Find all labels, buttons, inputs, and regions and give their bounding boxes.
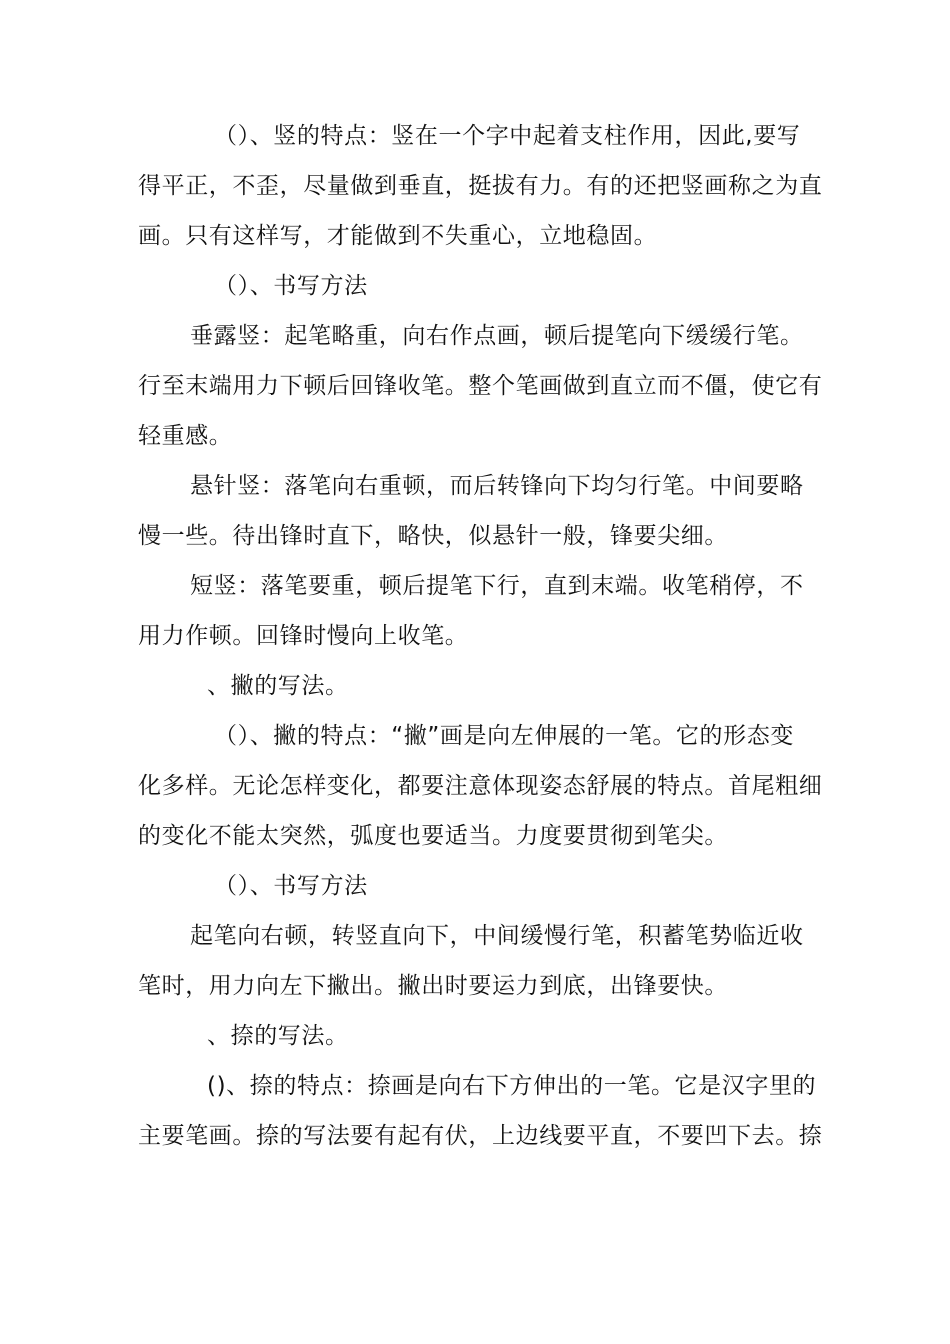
text-line-12: 、撇的写法。	[207, 673, 349, 699]
text-line-6: 行至末端用力下顿后回锋收笔。整个笔画做到直立而不僵，使它有	[138, 373, 823, 399]
text-line-9: 慢一些。待出锋时直下，略快，似悬针一般，锋要尖细。	[138, 523, 728, 549]
text-line-3: 画。只有这样写，才能做到不失重心，立地稳固。	[138, 223, 658, 249]
text-line-13: （）、撇的特点：“撇”画是向左伸展的一笔。它的形态变	[214, 723, 794, 749]
text-line-14: 化多样。无论怎样变化，都要注意体现姿态舒展的特点。首尾粗细	[138, 773, 823, 799]
text-line-10: 短竖：落笔要重，顿后提笔下行，直到末端。收笔稍停，不	[190, 573, 804, 599]
text-line-21: 主要笔画。捺的写法要有起有伏，上边线要平直，不要凹下去。捺	[138, 1123, 823, 1149]
text-line-15: 的变化不能太突然，弧度也要适当。力度要贯彻到笔尖。	[138, 823, 728, 849]
text-line-2: 得平正，不歪，尽量做到垂直，挺拔有力。有的还把竖画称之为直	[138, 173, 823, 199]
text-line-4: （）、书写方法	[214, 273, 368, 299]
text-line-5: 垂露竖：起笔略重，向右作点画，顿后提笔向下缓缓行笔。	[190, 323, 804, 349]
text-line-18: 笔时，用力向左下撇出。撇出时要运力到底，出锋要快。	[138, 973, 728, 999]
text-line-8: 悬针竖：落笔向右重顿，而后转锋向下均匀行笔。中间要略	[190, 473, 804, 499]
text-line-20: ()、捺的特点：捺画是向右下方伸出的一笔。它是汉字里的	[207, 1073, 817, 1099]
text-line-16: （）、书写方法	[214, 873, 368, 899]
text-line-1: （）、竖的特点：竖在一个字中起着支柱作用，因此,要写	[214, 123, 801, 149]
text-line-17: 起笔向右顿，转竖直向下，中间缓慢行笔，积蓄笔势临近收	[190, 923, 804, 949]
text-line-19: 、捺的写法。	[207, 1023, 349, 1049]
text-line-7: 轻重感。	[138, 423, 233, 449]
text-line-11: 用力作顿。回锋时慢向上收笔。	[138, 623, 469, 649]
